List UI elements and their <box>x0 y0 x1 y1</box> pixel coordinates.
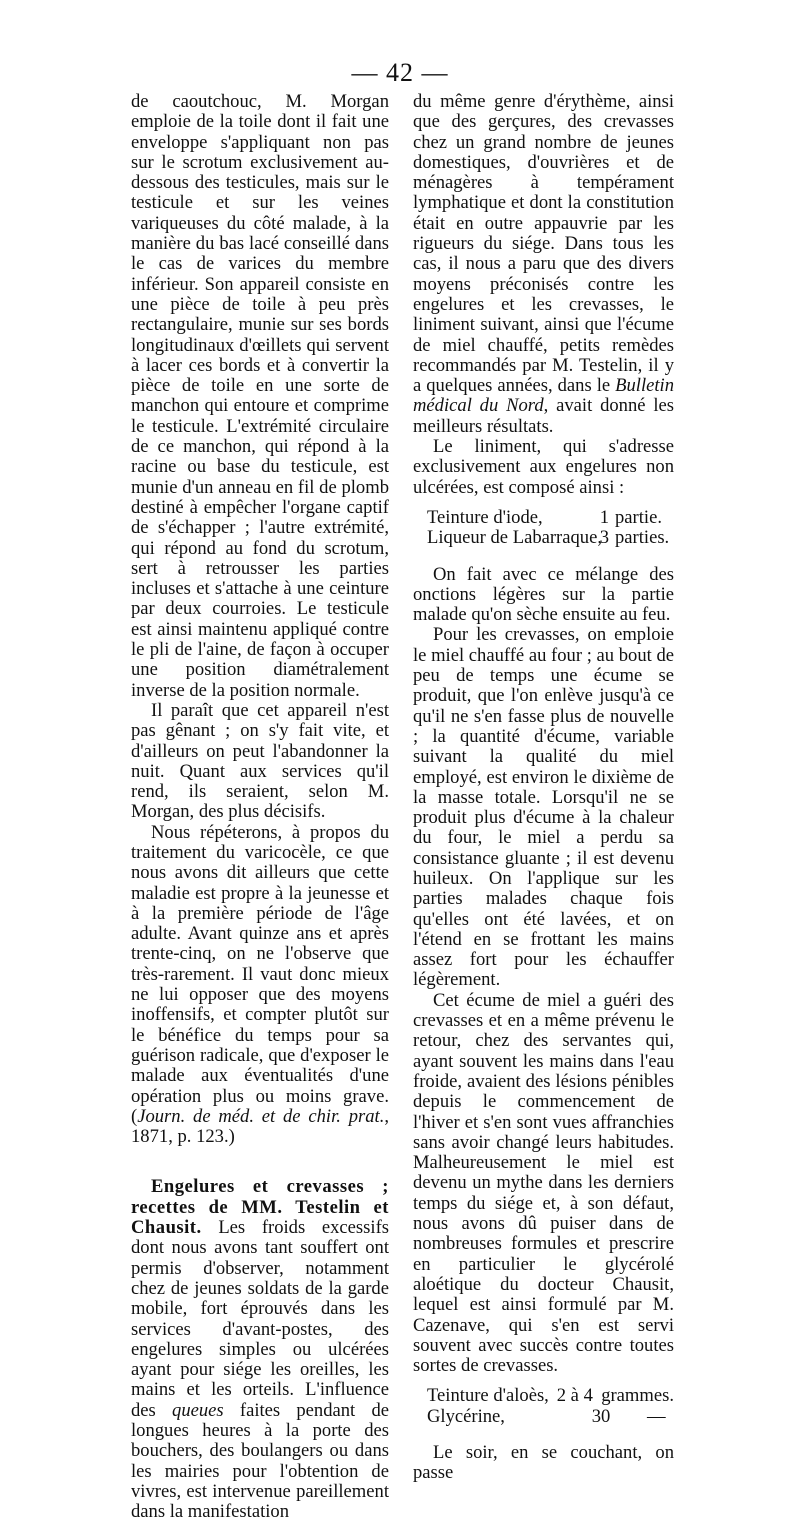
formula-ingredient: Liqueur de Labarraque, <box>427 527 602 549</box>
formula-ingredient: Glycérine, <box>427 1405 505 1427</box>
citation-tail: , 1871, p. 123.) <box>131 1105 389 1148</box>
formula-ingredient: Teinture d'aloès, <box>427 1385 549 1407</box>
paragraph-varicocele-treatment <box>131 823 389 1148</box>
paragraph-miel: Pour les crevasses, on emploie le miel chauffé au four ; au bout de peu de temps une écume se produit, que l'on enlève jusqu'à ce qu'il ne s'en fasse plus de nouvelle ; la quantité d'écume, variable suivant la qualité du miel employé, est environ le dixième de la masse totale. Lorsqu'il ne se produit plus d'écume à la chaleur du four, le miel a perdu sa consistance gluante ; il est devenu huileux. On l'applique sur les parties malades chaque fois qu'elles ont été lavées, et on l'étend en se frottant les mains assez fort pour les échauffer légèrement. <box>413 624 674 991</box>
section-text-cont: faites pendant de longues heures à la porte des bouchers, des boulangers ou dans les mairies pour l'obtention de vivres, est intervenue pareillement dans la manifestation <box>131 1399 389 1522</box>
paragraph-varicocele-apparatus: de caoutchouc, M. Morgan emploie de la toile dont il fait une enveloppe s'appliquant non pas sur le scrotum exclusivement au-dessous des testicules, mais sur le testicule et sur les veines variqueuses du côté malade, à la manière du bas lacé conseillé dans le cas de varices du membre inférieur. Son appareil consiste en une pièce de toile à peu près rectangulaire, munie sur ses bords longitudinaux d'œillets qui servent à lacer ces bords et à convertir la pièce de toile en une sorte de manchon qui entoure et comprime le testicule. L'extrémité circulaire de ce manchon, qui répond à la racine ou base du testicule, est munie d'un anneau en fil de plomb destiné à empêcher l'organe captif de s'échapper ; l'autre extrémité, qui répond au fond du scrotum, sert à retrousser les parties incluses et s'attache à une ceinture par deux courroies. Le testicule est ainsi maintenu appliqué contre le pli de l'aine, de façon à occuper une position diamétralement inverse de la position normale. <box>131 91 389 701</box>
formula-row <box>413 508 674 528</box>
formula-quantity: 2 à 4 <box>556 1385 593 1407</box>
section-engelures <box>131 1177 389 1522</box>
emphasis-queues: queues <box>172 1399 224 1421</box>
paragraph-apparatus-comfort: Il paraît que cet appareil n'est pas gênant ; on s'y fait vite, et d'ailleurs on peut l'abandonner la nuit. Quant aux services qu'il rend, ils seraient, selon M. Morgan, des plus décisifs. <box>131 699 389 823</box>
formula-quantity: 1 <box>599 506 609 528</box>
section-text: Les froids excessifs dont nous avons tant souffert ont permis d'observer, notamment chez de jeunes soldats de la garde mobile, fort éprouvés dans les services d'avant-postes, des engelures simples ou ulcérées ayant pour siége les oreilles, les mains et les orteils. L'influence des <box>131 1217 389 1421</box>
formula-unit: partie. <box>615 506 662 528</box>
paragraph-onctions: On fait avec ce mélange des onctions légères sur la partie malade qu'on sèche ensuite au feu. <box>413 563 674 626</box>
formula-unit: — <box>647 1405 666 1427</box>
right-column <box>413 92 674 1484</box>
formula-quantity: 30 <box>591 1405 611 1427</box>
formula-row <box>413 1386 674 1406</box>
journal-citation: Journ. de méd. et de chir. prat. <box>137 1105 385 1127</box>
formula-unit: parties. <box>615 527 670 549</box>
page-number: — 42 — <box>351 58 449 87</box>
formula-row <box>413 1407 674 1427</box>
paragraph-text: du même genre d'érythème, ainsi que des gerçures, des crevasses chez un grand nombre de jeunes domestiques, d'ouvrières et de ménagères à tempérament lymphatique et dont la constitution était en outre appauvrie par les rigueurs du siége. Dans tous les cas, il nous a paru que des divers moyens préconisés contre les engelures et les crevasses, le liniment suivant, ainsi que l'écume de miel chauffé, petits remèdes recommandés par M. Testelin, il y a quelques années, dans le <box>413 91 674 397</box>
paragraph-text: Nous répéterons, à propos du traitement du varicocèle, ce que nous avons dit ailleurs que cette maladie est propre à la jeunesse et à la première période de l'âge adulte. Avant quinze ans et après trente-cinq, on ne l'observe que très-rarement. Il vaut donc mieux ne lui opposer que des moyens inoffensifs, et compter plutôt sur le bénéfice du temps pour sa guérison radicale, que d'exposer le malade aux éventualités d'une opération plus ou moins grave. ( <box>131 821 389 1127</box>
formula-liniment <box>413 508 674 549</box>
paragraph-ecume: Cet écume de miel a guéri des crevasses et en a même prévenu le retour, chez des servantes qui, ayant souvent les mains dans l'eau froide, avaient des lésions pénibles depuis le commencement de l'hiver et s'en sont vues affranchies sans avoir changé leurs habitudes. Malheureusement le miel est devenu un mythe dans les derniers temps du siége et, à son défaut, nous avons dû puiser dans de nombreuses formules et prescrire en particulier le glycérolé aloétique du docteur Chausit, lequel est ainsi formulé par M. Cazenave, qui s'en est servi souvent avec succès contre toutes sortes de crevasses. <box>413 989 674 1377</box>
paragraph-erythema <box>413 92 674 437</box>
paragraph-soir: Le soir, en se couchant, on passe <box>413 1442 674 1484</box>
formula-glycerole <box>413 1386 674 1427</box>
paragraph-liniment: Le liniment, qui s'adresse exclusivement aux engelures non ulcérées, est composé ainsi : <box>413 436 674 498</box>
section-heading: Engelures et crevasses ; recettes de MM. Testelin et Chausit. <box>131 1176 389 1239</box>
paragraph-text-cont: , avait donné les meilleurs résultats. <box>413 395 675 437</box>
left-column <box>131 92 389 1522</box>
bulletin-citation: Bulletin médical du Nord <box>413 375 674 417</box>
formula-unit: grammes. <box>601 1385 674 1407</box>
formula-row <box>413 528 674 548</box>
formula-ingredient: Teinture d'iode, <box>427 506 543 528</box>
formula-quantity: 3 <box>599 527 609 549</box>
